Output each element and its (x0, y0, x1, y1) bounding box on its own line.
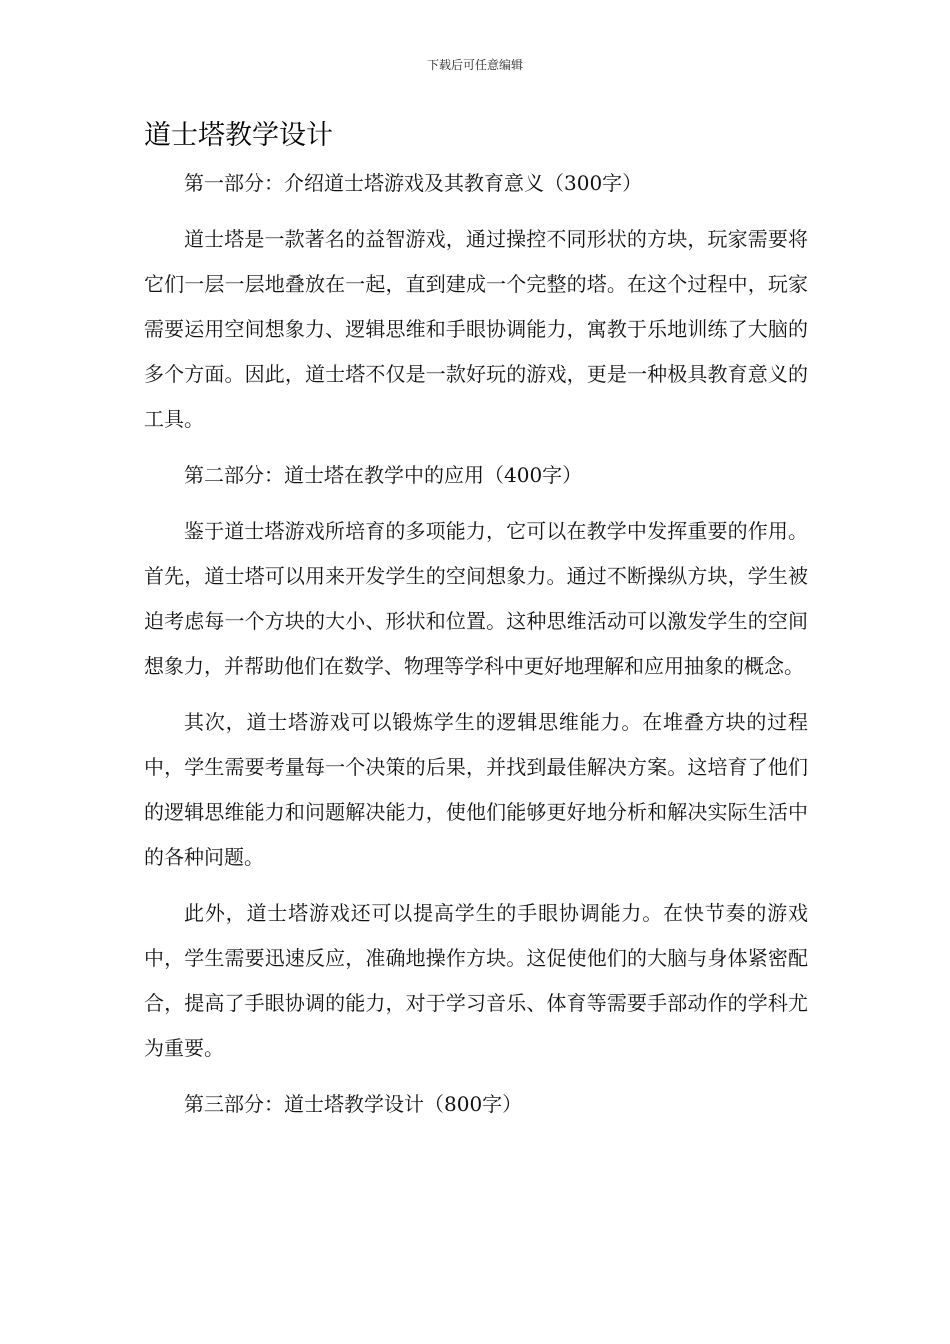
page-header: 下载后可任意编辑 (426, 58, 523, 72)
section-heading-1: 第一部分：介绍道士塔游戏及其教育意义（300字） (184, 171, 643, 195)
section-heading-3: 第三部分：道士塔教学设计（800字） (184, 1092, 523, 1116)
document-title: 道士塔教学设计 (144, 120, 333, 151)
paragraph-coordination: 此外，道士塔游戏还可以提高学生的手眼协调能力。在快节奏的游戏中，学生需要迅速反应，准确地操作方块。这促使他们的大脑与身体紧密配合，提高了手眼协调的能力，对于学习音乐、体育等需要手部动作的学科尤为重要。 (144, 901, 808, 1060)
paragraph-logic: 其次，道士塔游戏可以锻炼学生的逻辑思维能力。在堆叠方块的过程中，学生需要考量每一个决策的后果，并找到最佳解决方案。这培育了他们的逻辑思维能力和问题解决能力，使他们能够更好地分析和解决实际生活中的各种问题。 (144, 710, 808, 869)
paragraph-intro: 道士塔是一款著名的益智游戏，通过操控不同形状的方块，玩家需要将它们一层一层地叠放在一起，直到建成一个完整的塔。在这个过程中，玩家需要运用空间想象力、逻辑思维和手眼协调能力，寓教于乐地训练了大脑的多个方面。因此，道士塔不仅是一款好玩的游戏，更是一种极具教育意义的工具。 (144, 227, 808, 431)
section-heading-2: 第二部分：道士塔在教学中的应用（400字） (184, 463, 583, 487)
document-body (144, 161, 808, 1138)
paragraph-spatial: 鉴于道士塔游戏所培育的多项能力，它可以在教学中发挥重要的作用。首先，道士塔可以用来开发学生的空间想象力。通过不断操纵方块，学生被迫考虑每一个方块的大小、形状和位置。这种思维活动可以激发学生的空间想象力，并帮助他们在数学、物理等学科中更好地理解和应用抽象的概念。 (144, 519, 808, 678)
